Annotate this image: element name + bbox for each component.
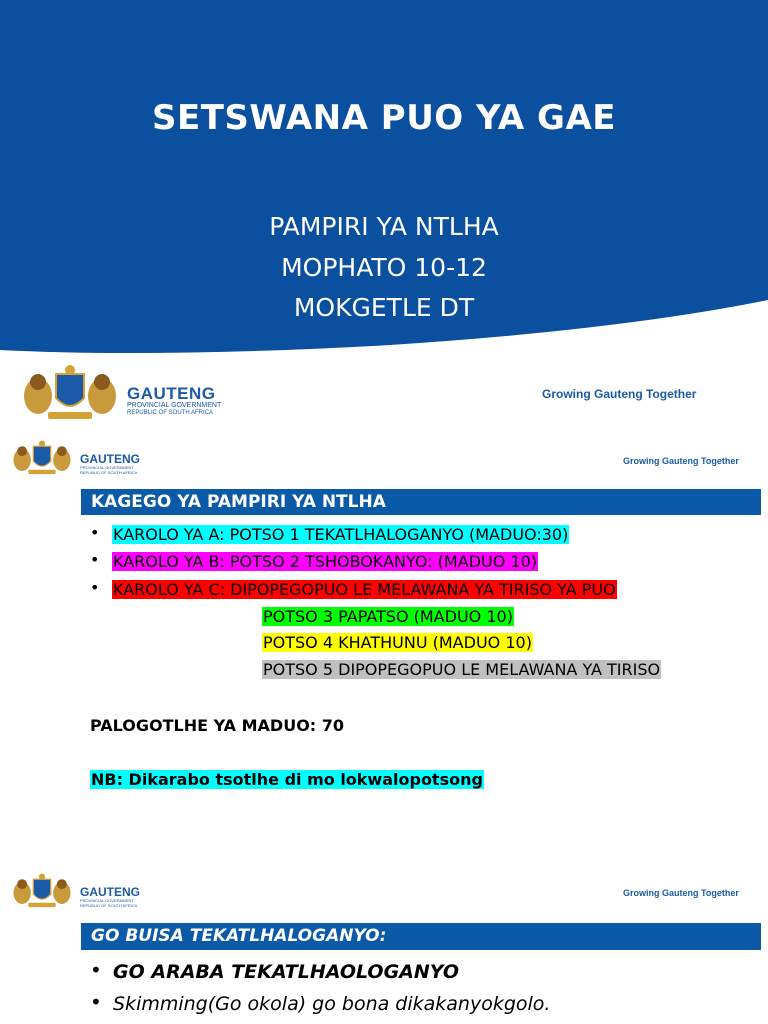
tagline: Growing Gauteng Together	[623, 888, 739, 898]
footer-logo-row	[0, 362, 768, 424]
subtitle-line-1: PAMPIRI YA NTLHA	[269, 212, 499, 241]
coat-of-arms-icon	[18, 364, 122, 422]
subtitle-line-2: MOPHATO 10-12	[281, 253, 487, 282]
bullet-section-b: KAROLO YA B: POTSO 2 TSHOBOKANYO: (MADUO 10)	[113, 552, 537, 571]
gauteng-wordmark: GAUTENG	[127, 384, 216, 403]
sub-item-potso-5: POTSO 5 DIPOPEGOPUO LE MELAWANA YA TIRISO	[263, 660, 661, 679]
coat-of-arms-icon	[9, 440, 75, 476]
sub-item-potso-4: POTSO 4 KHATHUNU (MADUO 10)	[263, 633, 532, 652]
bullet-icon: •	[90, 550, 100, 569]
gov-line-2: REPUBLIC OF SOUTH AFRICA	[80, 470, 138, 475]
subtitle-line-3: MOKGETLE DT	[293, 293, 475, 322]
gov-line-2: REPUBLIC OF SOUTH AFRICA	[80, 903, 138, 908]
bullet-icon: •	[90, 578, 100, 597]
bullet-icon: •	[90, 990, 102, 1014]
gov-line-2: REPUBLIC OF SOUTH AFRICA	[127, 410, 214, 416]
section-header: KAGEGO YA PAMPIRI YA NTLHA	[81, 489, 761, 515]
bullet-icon: •	[90, 523, 100, 542]
coat-of-arms-icon	[9, 873, 75, 909]
presentation-title: SETSWANA PUO YA GAE	[151, 98, 617, 138]
gov-line-1: PROVINCIAL GOVERNMENT	[80, 898, 134, 903]
section-header: GO BUISA TEKATLHALOGANYO:	[81, 923, 761, 950]
total-marks: PALOGOTLHE YA MADUO: 70	[90, 716, 345, 735]
tagline: Growing Gauteng Together	[623, 456, 739, 466]
bullet-answer-comprehension: GO ARABA TEKATLHAOLOGANYO	[113, 961, 460, 983]
sub-item-potso-3: POTSO 3 PAPATSO (MADUO 10)	[263, 607, 513, 626]
bullet-skimming: Skimming(Go okola) go bona dikakanyokgolo.	[113, 993, 551, 1015]
title-slide	[0, 0, 768, 432]
gov-line-1: PROVINCIAL GOVERNMENT	[127, 402, 222, 409]
bullet-section-c: KAROLO YA C: DIPOPEGOPUO LE MELAWANA YA TIRISO YA PUO	[113, 580, 616, 599]
tagline: Growing Gauteng Together	[542, 387, 697, 401]
note-text: NB: Dikarabo tsotlhe di mo lokwalopotsong	[91, 770, 483, 789]
bullet-section-a: KAROLO YA A: POTSO 1 TEKATLHALOGANYO (MADUO:30)	[113, 525, 569, 544]
content-slide-structure	[0, 434, 768, 854]
bullet-icon: •	[90, 958, 102, 982]
gauteng-wordmark: GAUTENG	[80, 885, 140, 899]
gov-line-1: PROVINCIAL GOVERNMENT	[80, 465, 134, 470]
content-slide-reading	[0, 868, 768, 1024]
gauteng-wordmark: GAUTENG	[80, 452, 140, 466]
